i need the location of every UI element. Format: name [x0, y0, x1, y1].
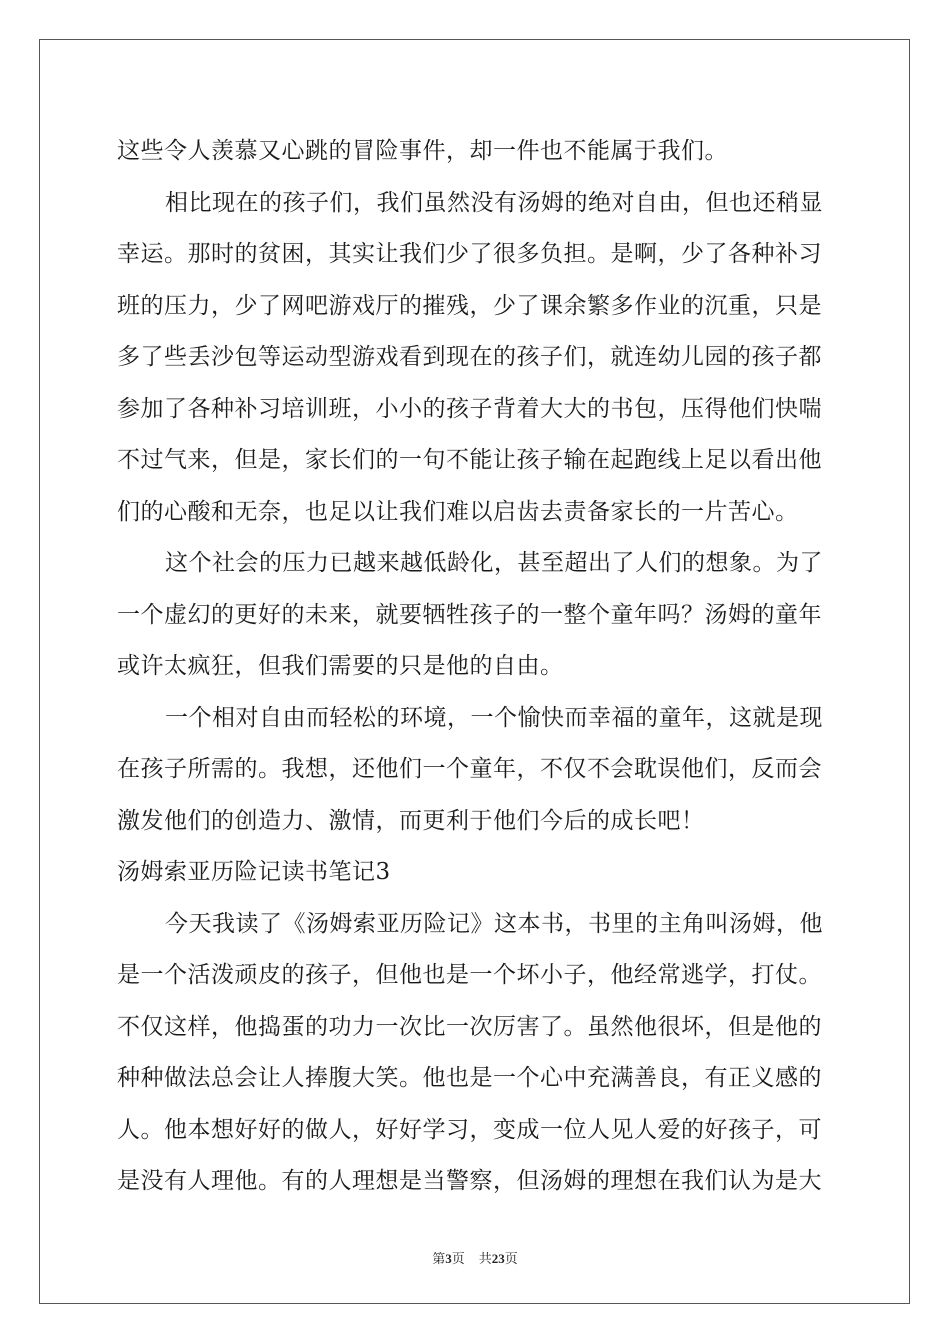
- text-line: 人。他本想好好的做人，好好学习，变成一位人见人爱的好孩子，可: [117, 1116, 822, 1143]
- section-heading: 汤姆索亚历险记读书笔记3: [117, 859, 391, 885]
- paragraph-start: 相比现在的孩子们，我们虽然没有汤姆的绝对自由，但也还稍显: [165, 189, 823, 216]
- text-line: 激发他们的创造力、激情，而更利于他们今后的成长吧！: [117, 807, 705, 834]
- page-suffix: 页: [451, 1252, 465, 1267]
- total-pages: 23: [491, 1251, 505, 1266]
- total-prefix: 共: [478, 1252, 492, 1267]
- text-line: 班的压力，少了网吧游戏厅的摧残，少了课余繁多作业的沉重，只是: [117, 292, 822, 319]
- text-line: 种种做法总会让人捧腹大笑。他也是一个心中充满善良，有正义感的: [117, 1065, 822, 1091]
- page-footer: [0, 1248, 950, 1267]
- text-line: 这些令人羡慕又心跳的冒险事件，却一件也不能属于我们。: [117, 138, 728, 164]
- paragraph-start: 这个社会的压力已越来越低龄化，甚至超出了人们的想象。为了: [165, 550, 823, 576]
- text-line: 参加了各种补习培训班，小小的孩子背着大大的书包，压得他们快喘: [117, 395, 822, 422]
- text-line: 们的心酸和无奈，也足以让我们难以启齿去责备家长的一片苦心。: [117, 498, 799, 525]
- paragraph-start: 一个相对自由而轻松的环境，一个愉快而幸福的童年，这就是现: [165, 704, 823, 731]
- text-line: 不过气来，但是，家长们的一句不能让孩子输在起跑线上足以看出他: [117, 447, 822, 473]
- page-number: 3: [445, 1251, 452, 1266]
- text-line: 多了些丢沙包等运动型游戏看到现在的孩子们，就连幼儿园的孩子都: [117, 344, 822, 370]
- text-line: 是没有人理他。有的人理想是当警察，但汤姆的理想在我们认为是大: [117, 1168, 822, 1194]
- text-line: 一个虚幻的更好的未来，就要牺牲孩子的一整个童年吗？汤姆的童年: [117, 601, 822, 628]
- total-suffix: 页: [504, 1252, 518, 1267]
- paragraph-start: 今天我读了《汤姆索亚历险记》这本书，书里的主角叫汤姆，他: [165, 910, 823, 937]
- text-line: 或许太疯狂，但我们需要的只是他的自由。: [117, 653, 564, 679]
- text-line: 在孩子所需的。我想，还他们一个童年，不仅不会耽误他们，反而会: [117, 756, 822, 782]
- text-line: 是一个活泼顽皮的孩子，但他也是一个坏小子，他经常逃学，打仗。: [117, 962, 822, 988]
- text-line: 不仅这样，他捣蛋的功力一次比一次厉害了。虽然他很坏，但是他的: [117, 1013, 822, 1040]
- page-prefix: 第: [432, 1252, 446, 1267]
- text-line: 幸运。那时的贫困，其实让我们少了很多负担。是啊，少了各种补习: [117, 241, 822, 267]
- document-body: [117, 126, 833, 1208]
